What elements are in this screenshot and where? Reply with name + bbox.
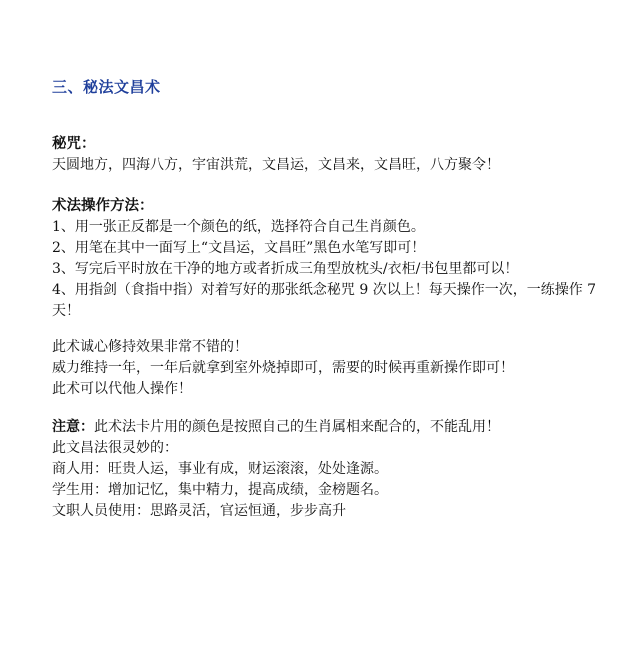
effect-line-1: 此术诚心修持效果非常不错的！ — [52, 339, 248, 355]
note-text: 此术法卡片用的颜色是按照自己的生肖属相来配合的，不能乱用！ — [94, 419, 500, 435]
method-heading: 术法操作方法： — [52, 198, 154, 214]
method-step-3: 3、写完后平时放在干净的地方或者折成三角型放枕头/衣柜/书包里都可以！ — [52, 261, 519, 277]
note-line-3: 学生用：增加记忆，集中精力，提高成绩，金榜题名。 — [52, 482, 388, 498]
method-block — [52, 196, 597, 322]
note-block — [52, 417, 597, 522]
method-step-4: 4、用指剑（食指中指）对着写好的那张纸念秘咒 9 次以上！每天操作一次，一练操作 7 天！ — [52, 282, 597, 319]
note-line-4: 文职人员使用：思路灵活，官运恒通，步步高升 — [52, 503, 346, 519]
note-line-2: 商人用：旺贵人运，事业有成，财运滚滚，处处逢源。 — [52, 461, 388, 477]
method-step-1: 1、用一张正反都是一个颜色的纸，选择符合自己生肖颜色。 — [52, 219, 425, 235]
effect-line-2: 威力维持一年，一年后就拿到室外烧掉即可，需要的时候再重新操作即可！ — [52, 360, 514, 376]
secret-spell-block — [52, 134, 597, 176]
secret-heading: 秘咒： — [52, 136, 96, 152]
effect-block — [52, 337, 597, 400]
note-line-1: 此文昌法很灵妙的： — [52, 440, 178, 456]
note-label: 注意： — [52, 419, 94, 435]
secret-text: 天圆地方，四海八方，宇宙洪荒，文昌运，文昌来，文昌旺，八方聚令！ — [52, 157, 500, 173]
section-title: 三、秘法文昌术 — [52, 78, 161, 96]
effect-line-3: 此术可以代他人操作！ — [52, 381, 192, 397]
note-line — [52, 417, 597, 438]
method-step-2: 2、用笔在其中一面写上“文昌运，文昌旺”黑色水笔写即可！ — [52, 240, 426, 256]
